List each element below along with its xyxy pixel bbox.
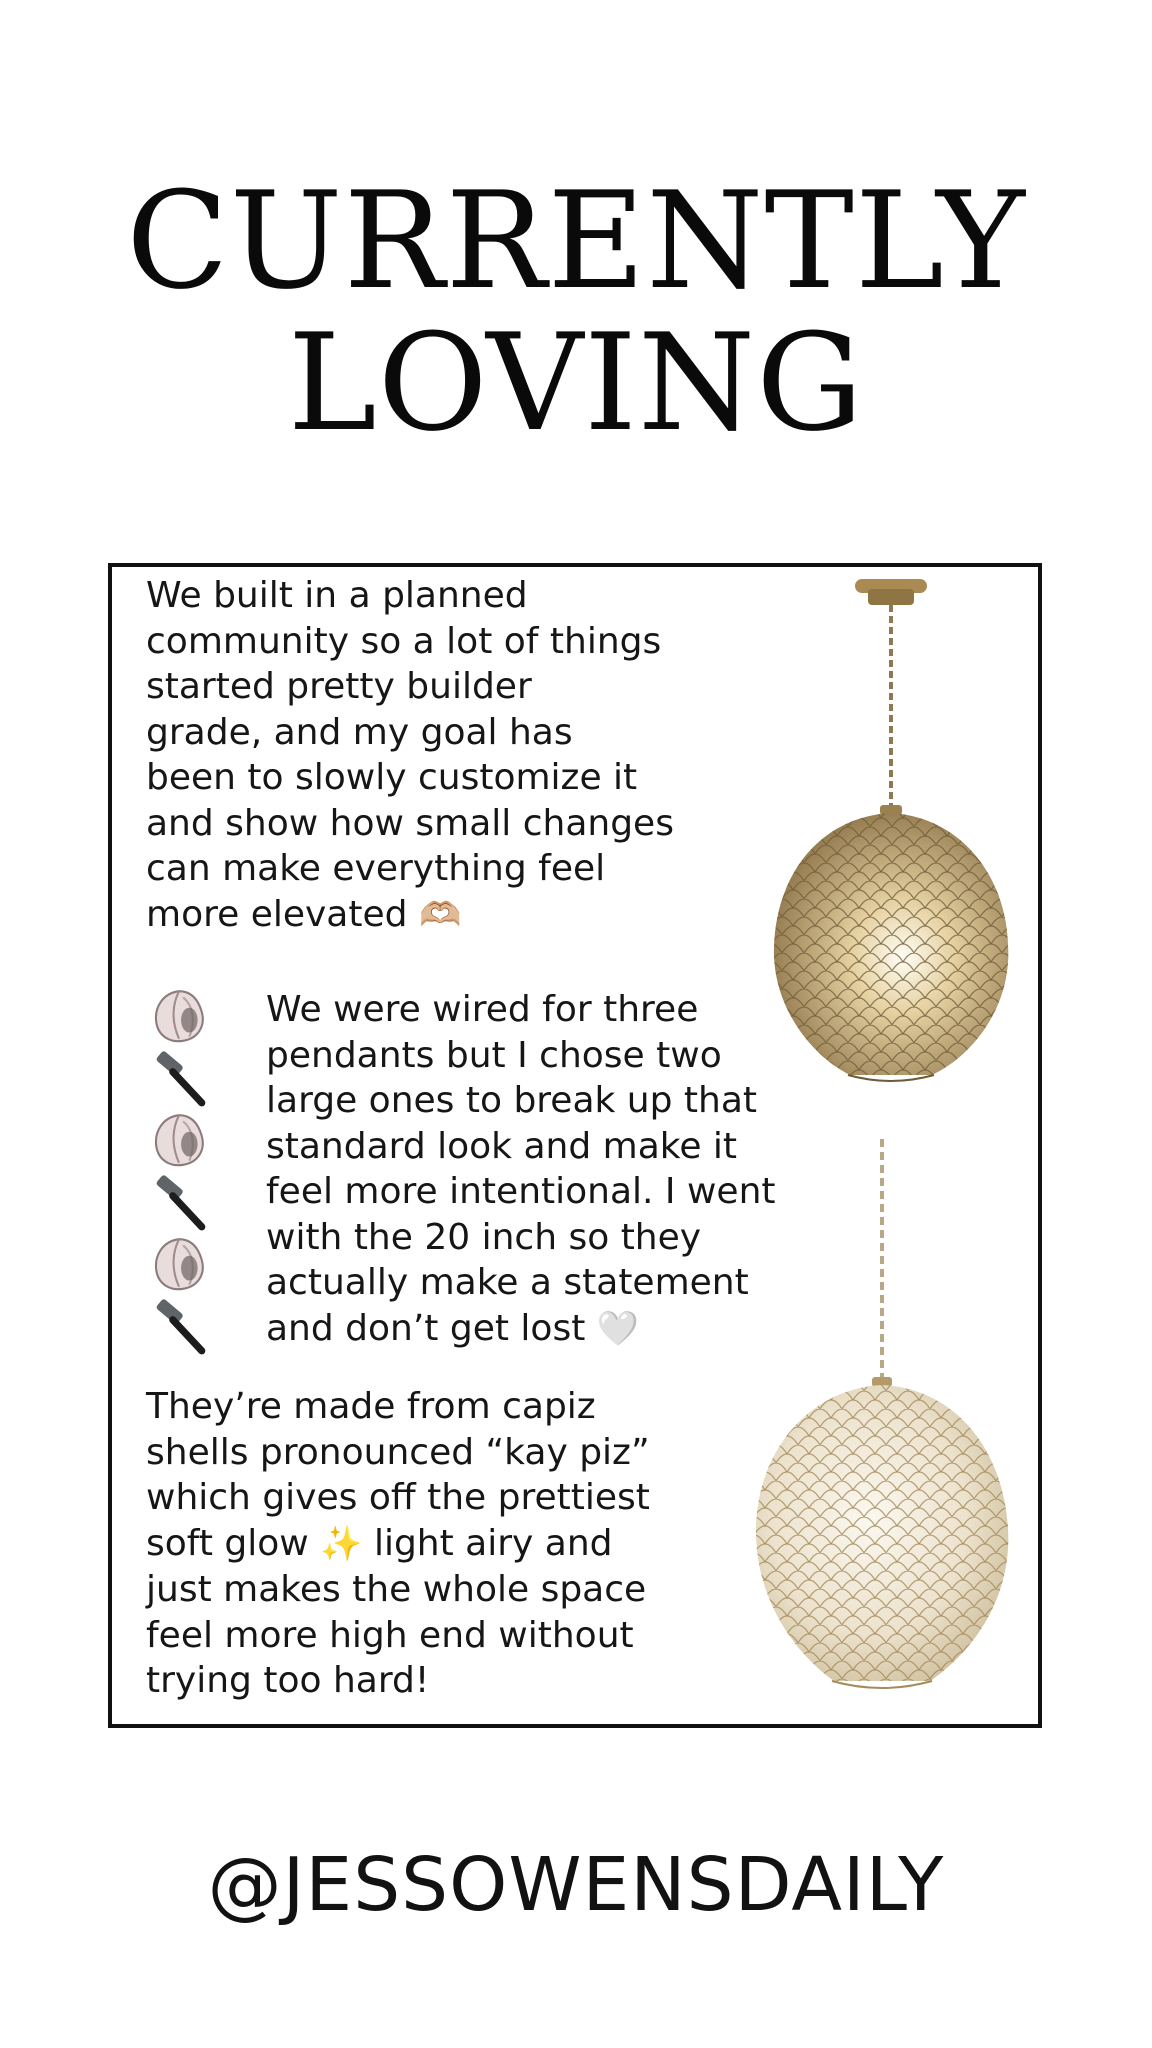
hammer-icon (148, 1047, 210, 1109)
intro-text: We built in a planned community so a lot of things started pretty builder grade, and my goal has been to slowly customize it and show how small changes can make everything feel more elevated (146, 575, 674, 935)
capiz-text-2: light airy and just makes the whole space feel more high end without trying too hard! (146, 1522, 647, 1701)
capiz-pendant-image-1 (760, 575, 1030, 1095)
hammer-icon (148, 1295, 210, 1357)
shell-icon (148, 1109, 210, 1171)
title-line-2: LOVING (287, 305, 865, 461)
white-heart-emoji: 🤍 (596, 1308, 640, 1349)
capiz-text-1: They’re made from capiz shells pronounced “kay piz” which gives off the prettiest soft glow (146, 1386, 650, 1564)
sparkles-emoji: ✨ (320, 1523, 363, 1564)
heart-hands-emoji: 🫶🏼 (418, 894, 462, 935)
shell-icon (148, 1233, 210, 1295)
social-handle: @JESSOWENSDAILY (207, 1842, 945, 1928)
intro-paragraph (146, 573, 706, 938)
capiz-paragraph (146, 1384, 706, 1704)
page-title (0, 163, 1152, 461)
title-line-1: CURRENTLY (126, 163, 1026, 319)
emoji-icon-column (148, 985, 218, 1357)
pendant-text: We were wired for three pendants but I chose two large ones to break up that standard look and make it feel more intentional. I went with the 20 inch so they actually make a statement and don’t get lost (266, 989, 776, 1349)
content-card (108, 563, 1042, 1728)
hammer-icon (148, 1171, 210, 1233)
shell-icon (148, 985, 210, 1047)
capiz-pendant-image-2 (732, 1139, 1032, 1709)
